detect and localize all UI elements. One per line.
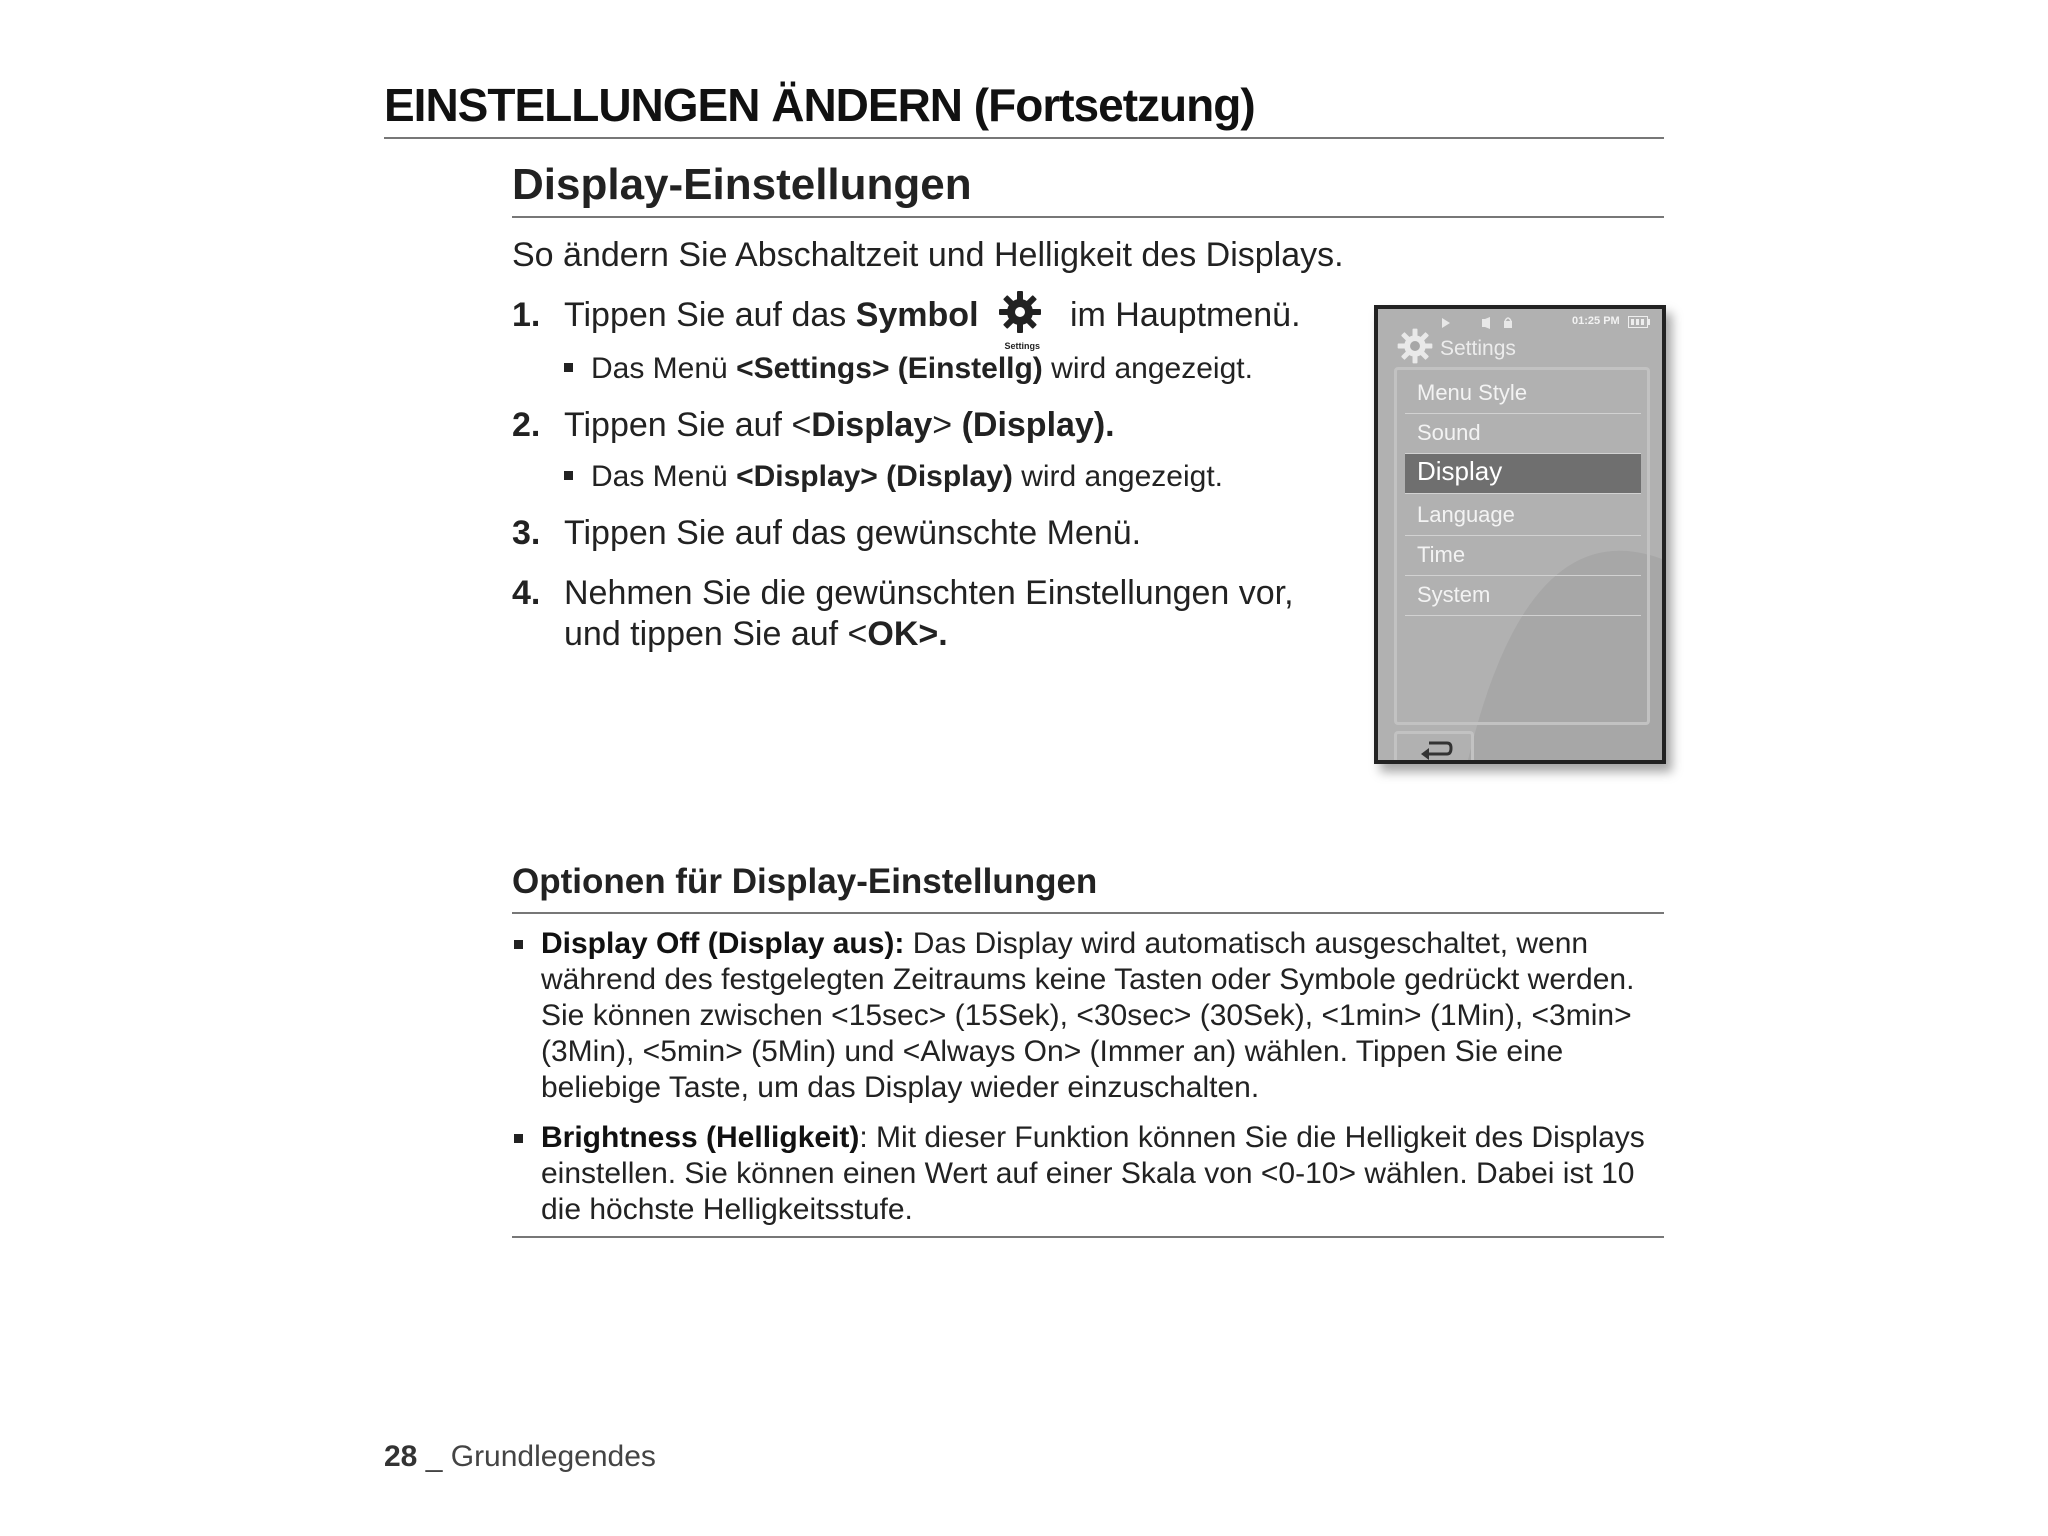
step-bold: Display bbox=[811, 406, 933, 444]
step-bold: Symbol bbox=[855, 296, 979, 334]
option-label: Brightness (Helligkeit) bbox=[541, 1121, 860, 1154]
status-time: 01:25 PM bbox=[1572, 315, 1620, 327]
page-number: 28 bbox=[384, 1440, 418, 1473]
back-button[interactable] bbox=[1394, 731, 1474, 764]
option-brightness bbox=[541, 1120, 1671, 1228]
substep-bold: <Settings> (Einstellg) bbox=[736, 352, 1043, 385]
step-2 bbox=[512, 406, 1115, 445]
menu-item-language[interactable]: Language bbox=[1405, 496, 1641, 536]
bullet-icon bbox=[564, 363, 573, 372]
menu-item-menu-style[interactable]: Menu Style bbox=[1405, 374, 1641, 414]
page-footer bbox=[384, 1440, 656, 1474]
option-text: : Mit dieser Funktion können Sie die Helligkeit des Displays einstellen. Sie können einen Wert auf einer Skala von <0-10> wählen. Dabei ist 10 die höchste Helligkeitsstufe. bbox=[541, 1121, 1645, 1226]
back-arrow-icon bbox=[1419, 738, 1453, 762]
option-text: Das Display wird automatisch ausgeschaltet, wenn während des festgelegten Zeitraums keine Tasten oder Symbole gedrückt werden. Sie können zwischen <15sec> (15Sek), <30sec> (30Sek), <1min> (1Min), <3min> (3Min), <5min> (5Min) und <Always On> (Immer an) wählen. Tippen Sie eine beliebige Taste, um das Display wieder einzuschalten. bbox=[541, 927, 1635, 1104]
substep-text: Das Menü bbox=[591, 460, 737, 493]
step-bold: OK bbox=[867, 615, 919, 653]
option-display-off bbox=[541, 926, 1671, 1106]
step-number: 1. bbox=[512, 296, 541, 334]
substep-text: wird angezeigt. bbox=[1012, 460, 1223, 493]
step-text: Tippen Sie auf das bbox=[564, 296, 856, 334]
page-title: EINSTELLUNGEN ÄNDERN (Fortsetzung) bbox=[384, 79, 1255, 131]
menu-item-display[interactable]: Display bbox=[1405, 454, 1641, 494]
options-title: Optionen für Display-Einstellungen bbox=[512, 862, 1098, 901]
substep-2 bbox=[564, 460, 1223, 494]
step-number: 2. bbox=[512, 406, 541, 444]
menu-panel bbox=[1394, 367, 1650, 725]
substep-bold: <Display> (Display) bbox=[736, 460, 1013, 493]
step-bold: (Display). bbox=[961, 406, 1115, 444]
bullet-icon bbox=[514, 1134, 523, 1143]
chapter-name: Grundlegendes bbox=[450, 1440, 656, 1473]
gear-icon bbox=[1396, 327, 1434, 365]
step-4-continued bbox=[564, 615, 948, 654]
step-text: > bbox=[932, 406, 962, 444]
substep-1 bbox=[564, 352, 1253, 386]
device-screen bbox=[1374, 305, 1666, 764]
status-icons bbox=[1442, 317, 1522, 331]
step-1 bbox=[512, 296, 1301, 352]
battery-icon bbox=[1628, 316, 1650, 328]
menu-item-time[interactable]: Time bbox=[1405, 536, 1641, 576]
bullet-icon bbox=[514, 940, 523, 949]
step-text: Nehmen Sie die gewünschten Einstellungen vor, bbox=[564, 574, 1294, 612]
options-divider bbox=[512, 912, 1664, 914]
title-divider bbox=[384, 137, 1664, 139]
menu-item-sound[interactable]: Sound bbox=[1405, 414, 1641, 454]
device-title: Settings bbox=[1440, 337, 1516, 360]
step-text: Tippen Sie auf das gewünschte Menü. bbox=[564, 514, 1142, 552]
menu-item-system[interactable]: System bbox=[1405, 576, 1641, 616]
step-text: Tippen Sie auf < bbox=[564, 406, 812, 444]
step-number: 4. bbox=[512, 574, 541, 612]
bullet-icon bbox=[564, 471, 573, 480]
step-text: im Hauptmenü. bbox=[1060, 296, 1301, 334]
section-divider bbox=[512, 216, 1664, 218]
substep-text: wird angezeigt. bbox=[1042, 352, 1253, 385]
icon-caption: Settings bbox=[1004, 341, 1041, 352]
options-bottom-divider bbox=[512, 1236, 1664, 1238]
step-text: und tippen Sie auf < bbox=[564, 615, 868, 653]
footer-separator: _ bbox=[417, 1440, 451, 1473]
step-bold: >. bbox=[918, 615, 948, 653]
intro-text: So ändern Sie Abschaltzeit und Helligkeit des Displays. bbox=[512, 236, 1344, 274]
substep-text: Das Menü bbox=[591, 352, 737, 385]
option-label: Display Off (Display aus): bbox=[541, 927, 905, 960]
step-number: 3. bbox=[512, 514, 541, 552]
section-title: Display-Einstellungen bbox=[512, 160, 972, 209]
step-3 bbox=[512, 514, 1141, 553]
settings-gear-icon bbox=[991, 297, 1049, 352]
step-4 bbox=[512, 574, 1294, 613]
